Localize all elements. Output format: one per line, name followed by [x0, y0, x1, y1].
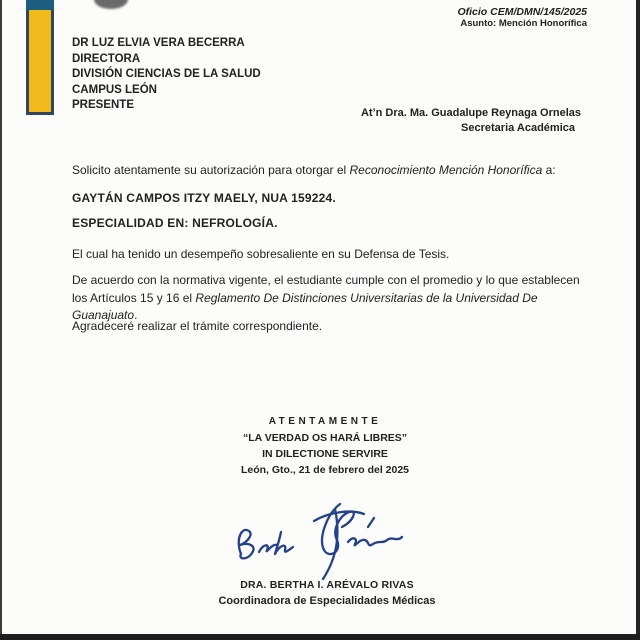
- paragraph-request-italic: Reconocimiento Mención Honorífica: [349, 163, 543, 177]
- signer-title: Coordinadora de Especialidades Médicas: [218, 595, 436, 607]
- attention-role: Secretaria Académica: [461, 122, 575, 134]
- recipient-division: DIVISIÓN CIENCIAS DE LA SALUD: [72, 68, 261, 80]
- specialty-line: [72, 215, 586, 233]
- attention-block: [361, 106, 581, 136]
- specialty-value: NEFROLOGÍA.: [192, 216, 278, 230]
- recipient-presente: PRESENTE: [72, 99, 134, 111]
- scan-edge-bottom: [0, 634, 640, 640]
- recipient-campus: CAMPUS LEÓN: [72, 83, 157, 96]
- paragraph-regulation-end: .: [134, 308, 138, 322]
- paragraph-regulation-text: De acuerdo con la normativa vigente, el estudiante cumple con el promedio y lo que establecen los Artículos 15 y 16 el: [72, 273, 580, 305]
- scan-edge-right: [636, 0, 640, 640]
- university-color-bar: [26, 0, 54, 115]
- paragraph-thanks: Agradeceré realizar el trámite correspondiente.: [72, 319, 323, 333]
- signature-strokes: [239, 504, 402, 579]
- paragraph-regulation-italic: Reglamento De Distinciones Universitarias de la Universidad De Guanajuato: [72, 290, 538, 322]
- reference-block: [457, 6, 587, 30]
- closing-motto: “LA VERDAD OS HARÁ LIBRES”: [242, 432, 408, 444]
- closing-latin-motto: IN DILECTIONE SERVIRE: [262, 448, 388, 460]
- signer-block: [160, 577, 494, 609]
- attention-name: At’n Dra. Ma. Guadalupe Reynaga Ornelas: [360, 107, 581, 119]
- signer-name: DRA. BERTHA I. ARÉVALO RIVAS: [240, 579, 414, 591]
- paragraph-request: [72, 162, 586, 180]
- subject-line: Asunto: Mención Honorífica: [460, 18, 587, 29]
- student-name-line: GAYTÁN CAMPOS ITZY MAELY, NUA 159224.: [72, 191, 336, 205]
- closing-block: [160, 414, 490, 478]
- oficio-number: Oficio CEM/DMN/145/2025: [457, 6, 587, 18]
- paragraph-request-text: Solicito atentamente su autorización para otorgar el: [72, 163, 350, 177]
- paragraph-performance: El cual ha tenido un desempeño sobresaliente en su Defensa de Tesis.: [72, 247, 450, 261]
- paragraph-request-end: a:: [542, 163, 556, 177]
- specialty-label: ESPECIALIDAD EN:: [72, 216, 193, 230]
- paragraph-regulation: [72, 272, 586, 325]
- closing-date-line: León, Gto., 21 de febrero del 2025: [240, 464, 410, 476]
- cropped-seal-fragment: [94, 0, 128, 9]
- closing-atentamente: ATENTAMENTE: [268, 416, 382, 427]
- university-color-bar-top: [26, 0, 54, 10]
- scan-edge-left: [0, 0, 2, 640]
- handwritten-signature: [215, 490, 445, 585]
- recipient-role: DIRECTORA: [72, 52, 141, 65]
- recipient-block: [72, 36, 261, 114]
- recipient-name: DR LUZ ELVIA VERA BECERRA: [72, 37, 245, 49]
